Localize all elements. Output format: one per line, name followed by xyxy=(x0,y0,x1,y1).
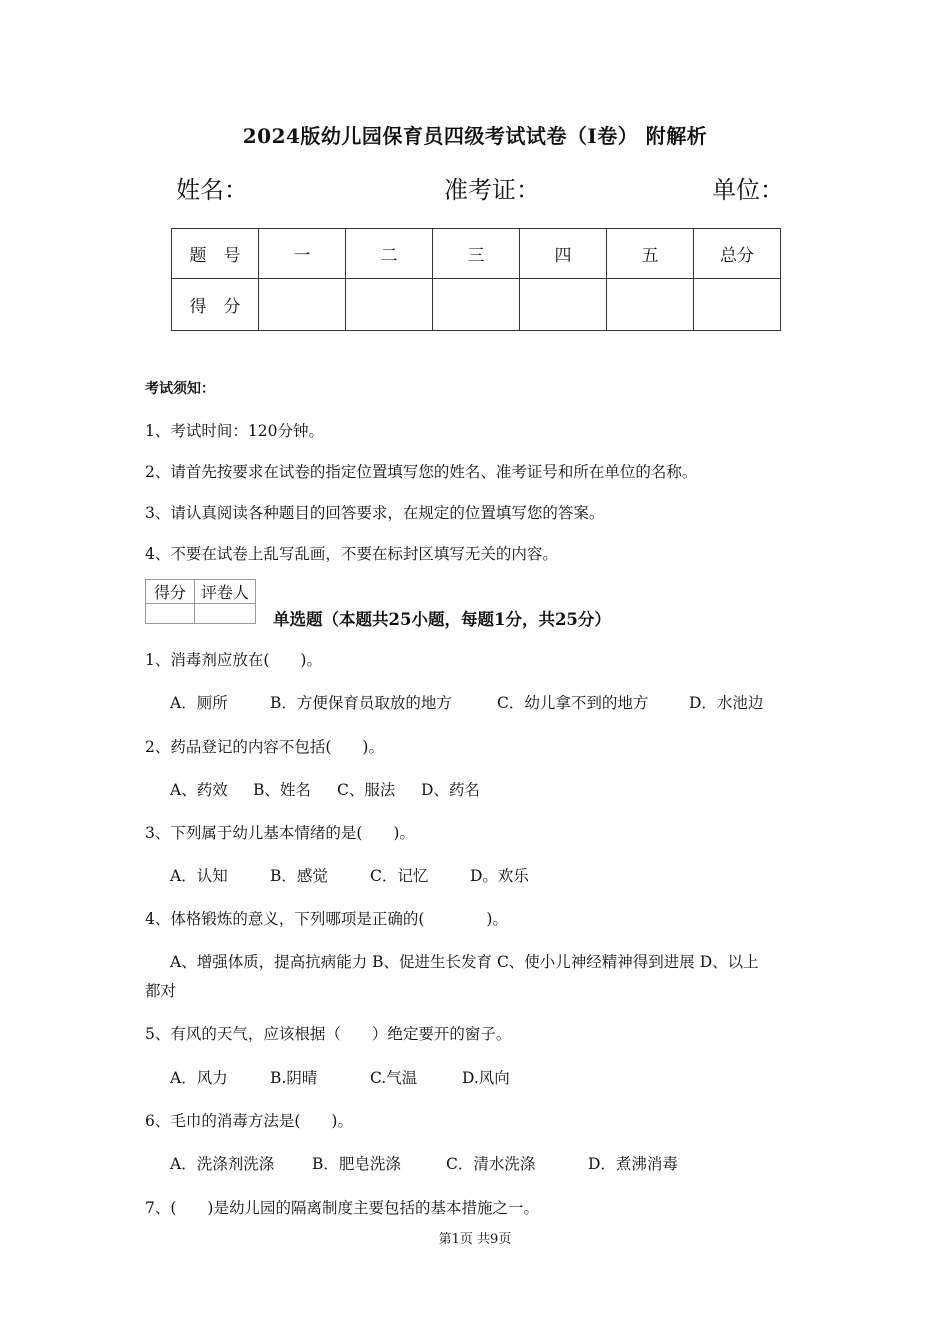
question-option: B．感觉 xyxy=(270,867,328,885)
score-cell[interactable] xyxy=(520,279,607,331)
question-option: A、药效 xyxy=(170,781,228,799)
score-table-header-cell: 总分 xyxy=(694,229,781,279)
notice-item: 3、请认真阅读各种题目的回答要求，在规定的位置填写您的答案。 xyxy=(145,504,605,522)
score-cell[interactable] xyxy=(346,279,433,331)
question-option: B、姓名 xyxy=(253,781,311,799)
question-stem: 7、( )是幼儿园的隔离制度主要包括的基本措施之一。 xyxy=(145,1199,539,1217)
question-options-line: A、增强体质，提高抗病能力 B、促进生长发育 C、使小儿神经精神得到进展 D、以上 xyxy=(170,953,759,971)
question-stem: 3、下列属于幼儿基本情绪的是( )。 xyxy=(145,824,415,842)
question-stem: 5、有风的天气，应该根据（ ）绝定要开的窗子。 xyxy=(145,1025,512,1043)
score-row-label: 得 分 xyxy=(172,279,259,331)
question-stem: 1、消毒剂应放在( )。 xyxy=(145,651,322,669)
score-table-header-cell: 二 xyxy=(346,229,433,279)
score-table-header-cell: 题 号 xyxy=(172,229,259,279)
question-option: A．厕所 xyxy=(170,694,228,712)
question-option: C．幼儿拿不到的地方 xyxy=(497,694,649,712)
question-option: D。欢乐 xyxy=(470,867,529,885)
score-table-header-cell: 一 xyxy=(259,229,346,279)
score-table-score-row xyxy=(172,279,781,331)
question-option: B.阴晴 xyxy=(270,1069,318,1087)
grader-score-label: 得分 xyxy=(146,580,195,604)
question-option: D．水池边 xyxy=(689,694,764,712)
question-option: D、药名 xyxy=(421,781,480,799)
grader-box xyxy=(145,579,256,624)
score-cell[interactable] xyxy=(259,279,346,331)
score-table-header-cell: 五 xyxy=(607,229,694,279)
page-footer: 第1页 共9页 xyxy=(438,1232,512,1247)
grader-reviewer-cell[interactable] xyxy=(195,604,256,624)
question-option: A．认知 xyxy=(170,867,228,885)
unit-label: 单位： xyxy=(712,176,784,204)
question-option: D.风向 xyxy=(462,1069,510,1087)
question-option: B．肥皂洗涤 xyxy=(312,1155,401,1173)
question-option: C．清水洗涤 xyxy=(446,1155,536,1173)
question-stem: 6、毛巾的消毒方法是( )。 xyxy=(145,1112,353,1130)
name-label: 姓名： xyxy=(176,176,248,204)
score-table-header-row xyxy=(172,229,781,279)
grader-reviewer-label: 评卷人 xyxy=(195,580,256,604)
question-option: D．煮沸消毒 xyxy=(588,1155,678,1173)
section-title: 单选题（本题共25小题，每题1分，共25分） xyxy=(273,610,611,629)
score-cell[interactable] xyxy=(607,279,694,331)
score-table-header-cell: 三 xyxy=(433,229,520,279)
score-table xyxy=(171,228,781,331)
notice-item: 2、请首先按要求在试卷的指定位置填写您的姓名、准考证号和所在单位的名称。 xyxy=(145,463,698,481)
question-options-line: 都对 xyxy=(145,982,177,1000)
page-title: 2024版幼儿园保育员四级考试试卷（I卷） 附解析 xyxy=(242,124,708,148)
score-cell[interactable] xyxy=(433,279,520,331)
question-option: B．方便保育员取放的地方 xyxy=(270,694,452,712)
question-option: C.气温 xyxy=(370,1069,418,1087)
question-stem: 4、体格锻炼的意义，下列哪项是正确的( )。 xyxy=(145,910,508,928)
question-option: A．风力 xyxy=(170,1069,228,1087)
score-cell[interactable] xyxy=(694,279,781,331)
question-option: C、服法 xyxy=(337,781,396,799)
exam-id-label: 准考证： xyxy=(444,176,540,204)
score-table-header-cell: 四 xyxy=(520,229,607,279)
question-option: A．洗涤剂洗涤 xyxy=(170,1155,275,1173)
grader-score-cell[interactable] xyxy=(146,604,195,624)
notice-item: 4、不要在试卷上乱写乱画，不要在标封区填写无关的内容。 xyxy=(145,545,558,563)
question-stem: 2、药品登记的内容不包括( )。 xyxy=(145,738,384,756)
notice-heading: 考试须知： xyxy=(145,381,215,397)
notice-item: 1、考试时间：120分钟。 xyxy=(145,422,324,440)
question-option: C．记忆 xyxy=(370,867,429,885)
